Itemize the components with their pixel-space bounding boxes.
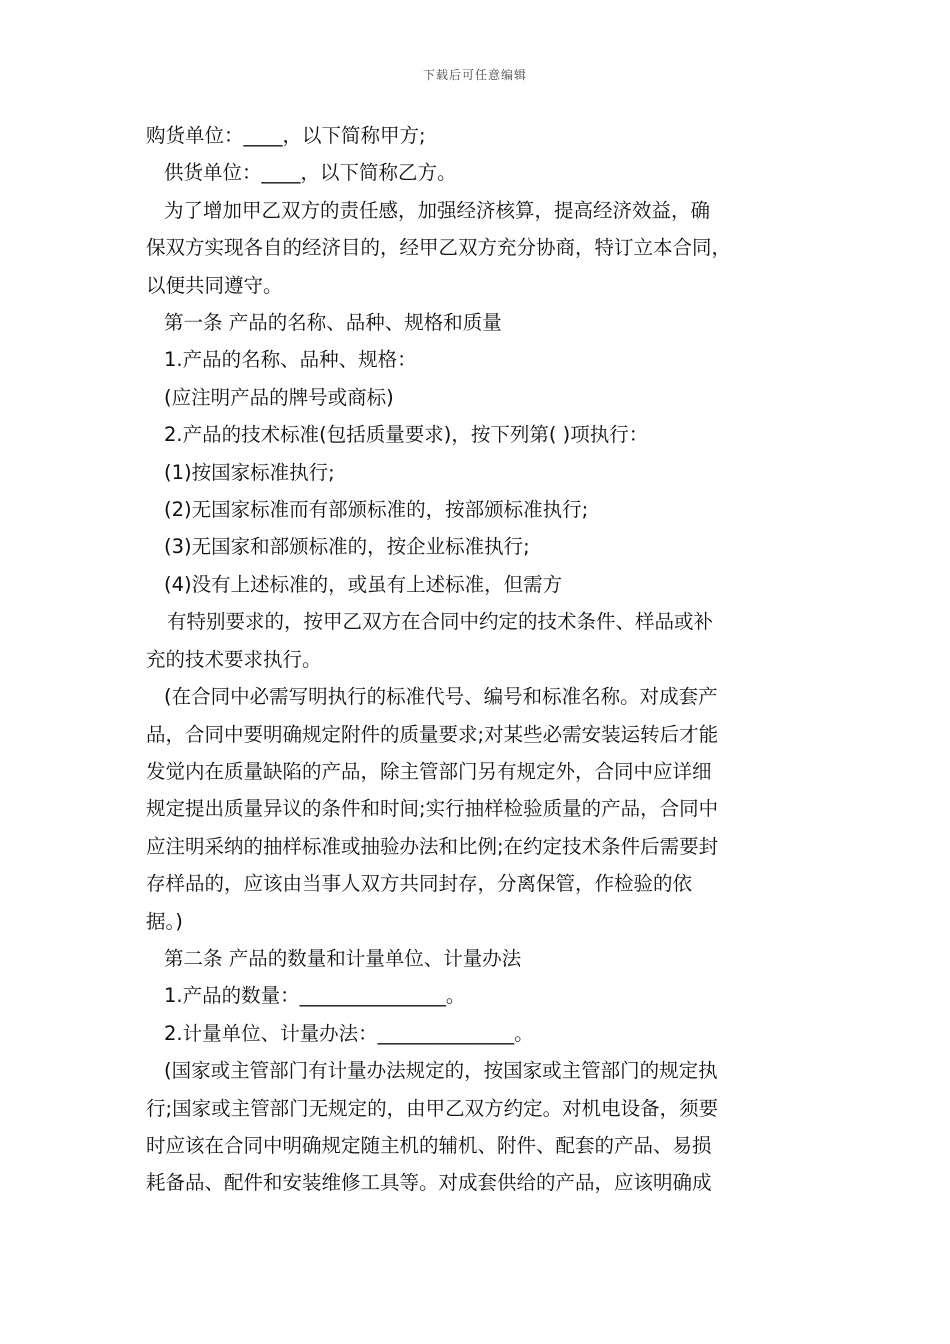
preamble-line-2: 保双方实现各自的经济目的，经甲乙双方充分协商，特订立本合同， — [146, 236, 732, 260]
article-2-note-line-3: 时应该在合同中明确规定随主机的辅机、附件、配套的产品、易损 — [146, 1133, 712, 1157]
contract-body — [146, 117, 818, 1202]
clause-1-2-item-2: (2)无国家标准而有部颁标准的，按部颁标准执行; — [164, 498, 589, 522]
article-1-note-line-4: 规定提出质量异议的条件和时间;实行抽样检验质量的产品，合同中 — [146, 797, 719, 821]
article-1-note-line-7: 据。) — [146, 909, 183, 933]
clause-1-2-item-4-cont-2: 充的技术要求执行。 — [146, 647, 322, 671]
article-1-title: 第一条 产品的名称、品种、规格和质量 — [164, 311, 502, 335]
article-1-note-line-2: 品，合同中要明确规定附件的质量要求;对某些必需安装运转后才能 — [146, 722, 719, 746]
preamble-line-3: 以便共同遵守。 — [146, 273, 283, 297]
clause-1-2-item-1: (1)按国家标准执行; — [164, 460, 335, 484]
article-1-note-line-5: 应注明采纳的抽样标准或抽验办法和比例;在约定技术条件后需要封 — [146, 834, 719, 858]
clause-2-2: 2.计量单位、计量办法：______________。 — [164, 1021, 534, 1045]
clause-1-2-item-3: (3)无国家和部颁标准的，按企业标准执行; — [164, 535, 530, 559]
clause-2-1: 1.产品的数量：_______________。 — [164, 984, 466, 1008]
clause-1-2: 2.产品的技术标准(包括质量要求)，按下列第( )项执行： — [164, 423, 649, 447]
article-1-note-line-3: 发觉内在质量缺陷的产品，除主管部门另有规定外，合同中应详细 — [146, 759, 712, 783]
article-2-title: 第二条 产品的数量和计量单位、计量办法 — [164, 946, 522, 970]
clause-1-1: 1.产品的名称、品种、规格： — [164, 348, 417, 372]
article-1-note-line-1: (在合同中必需写明执行的标准代号、编号和标准名称。对成套产 — [164, 685, 718, 709]
clause-1-1-note: (应注明产品的牌号或商标) — [164, 385, 394, 409]
article-2-note-line-4: 耗备品、配件和安装维修工具等。对成套供给的产品，应该明确成 — [146, 1171, 712, 1195]
article-1-note-line-6: 存样品的，应该由当事人双方共同封存，分离保管，作检验的依 — [146, 872, 693, 896]
article-2-note-line-2: 行;国家或主管部门无规定的，由甲乙双方约定。对机电设备，须要 — [146, 1096, 719, 1120]
article-2-note-line-1: (国家或主管部门有计量办法规定的，按国家或主管部门的规定执 — [164, 1059, 718, 1083]
clause-1-2-item-4: (4)没有上述标准的，或虽有上述标准，但需方 — [164, 572, 563, 596]
preamble-line-1: 为了增加甲乙双方的责任感，加强经济核算，提高经济效益，确 — [164, 198, 711, 222]
page-header: 下载后可任意编辑 — [422, 68, 527, 82]
clause-1-2-item-4-cont-1: 有特别要求的，按甲乙双方在合同中约定的技术条件、样品或补 — [167, 610, 714, 634]
buyer-line: 购货单位：____，以下简称甲方; — [146, 124, 426, 147]
supplier-line: 供货单位：____，以下简称乙方。 — [164, 161, 457, 185]
